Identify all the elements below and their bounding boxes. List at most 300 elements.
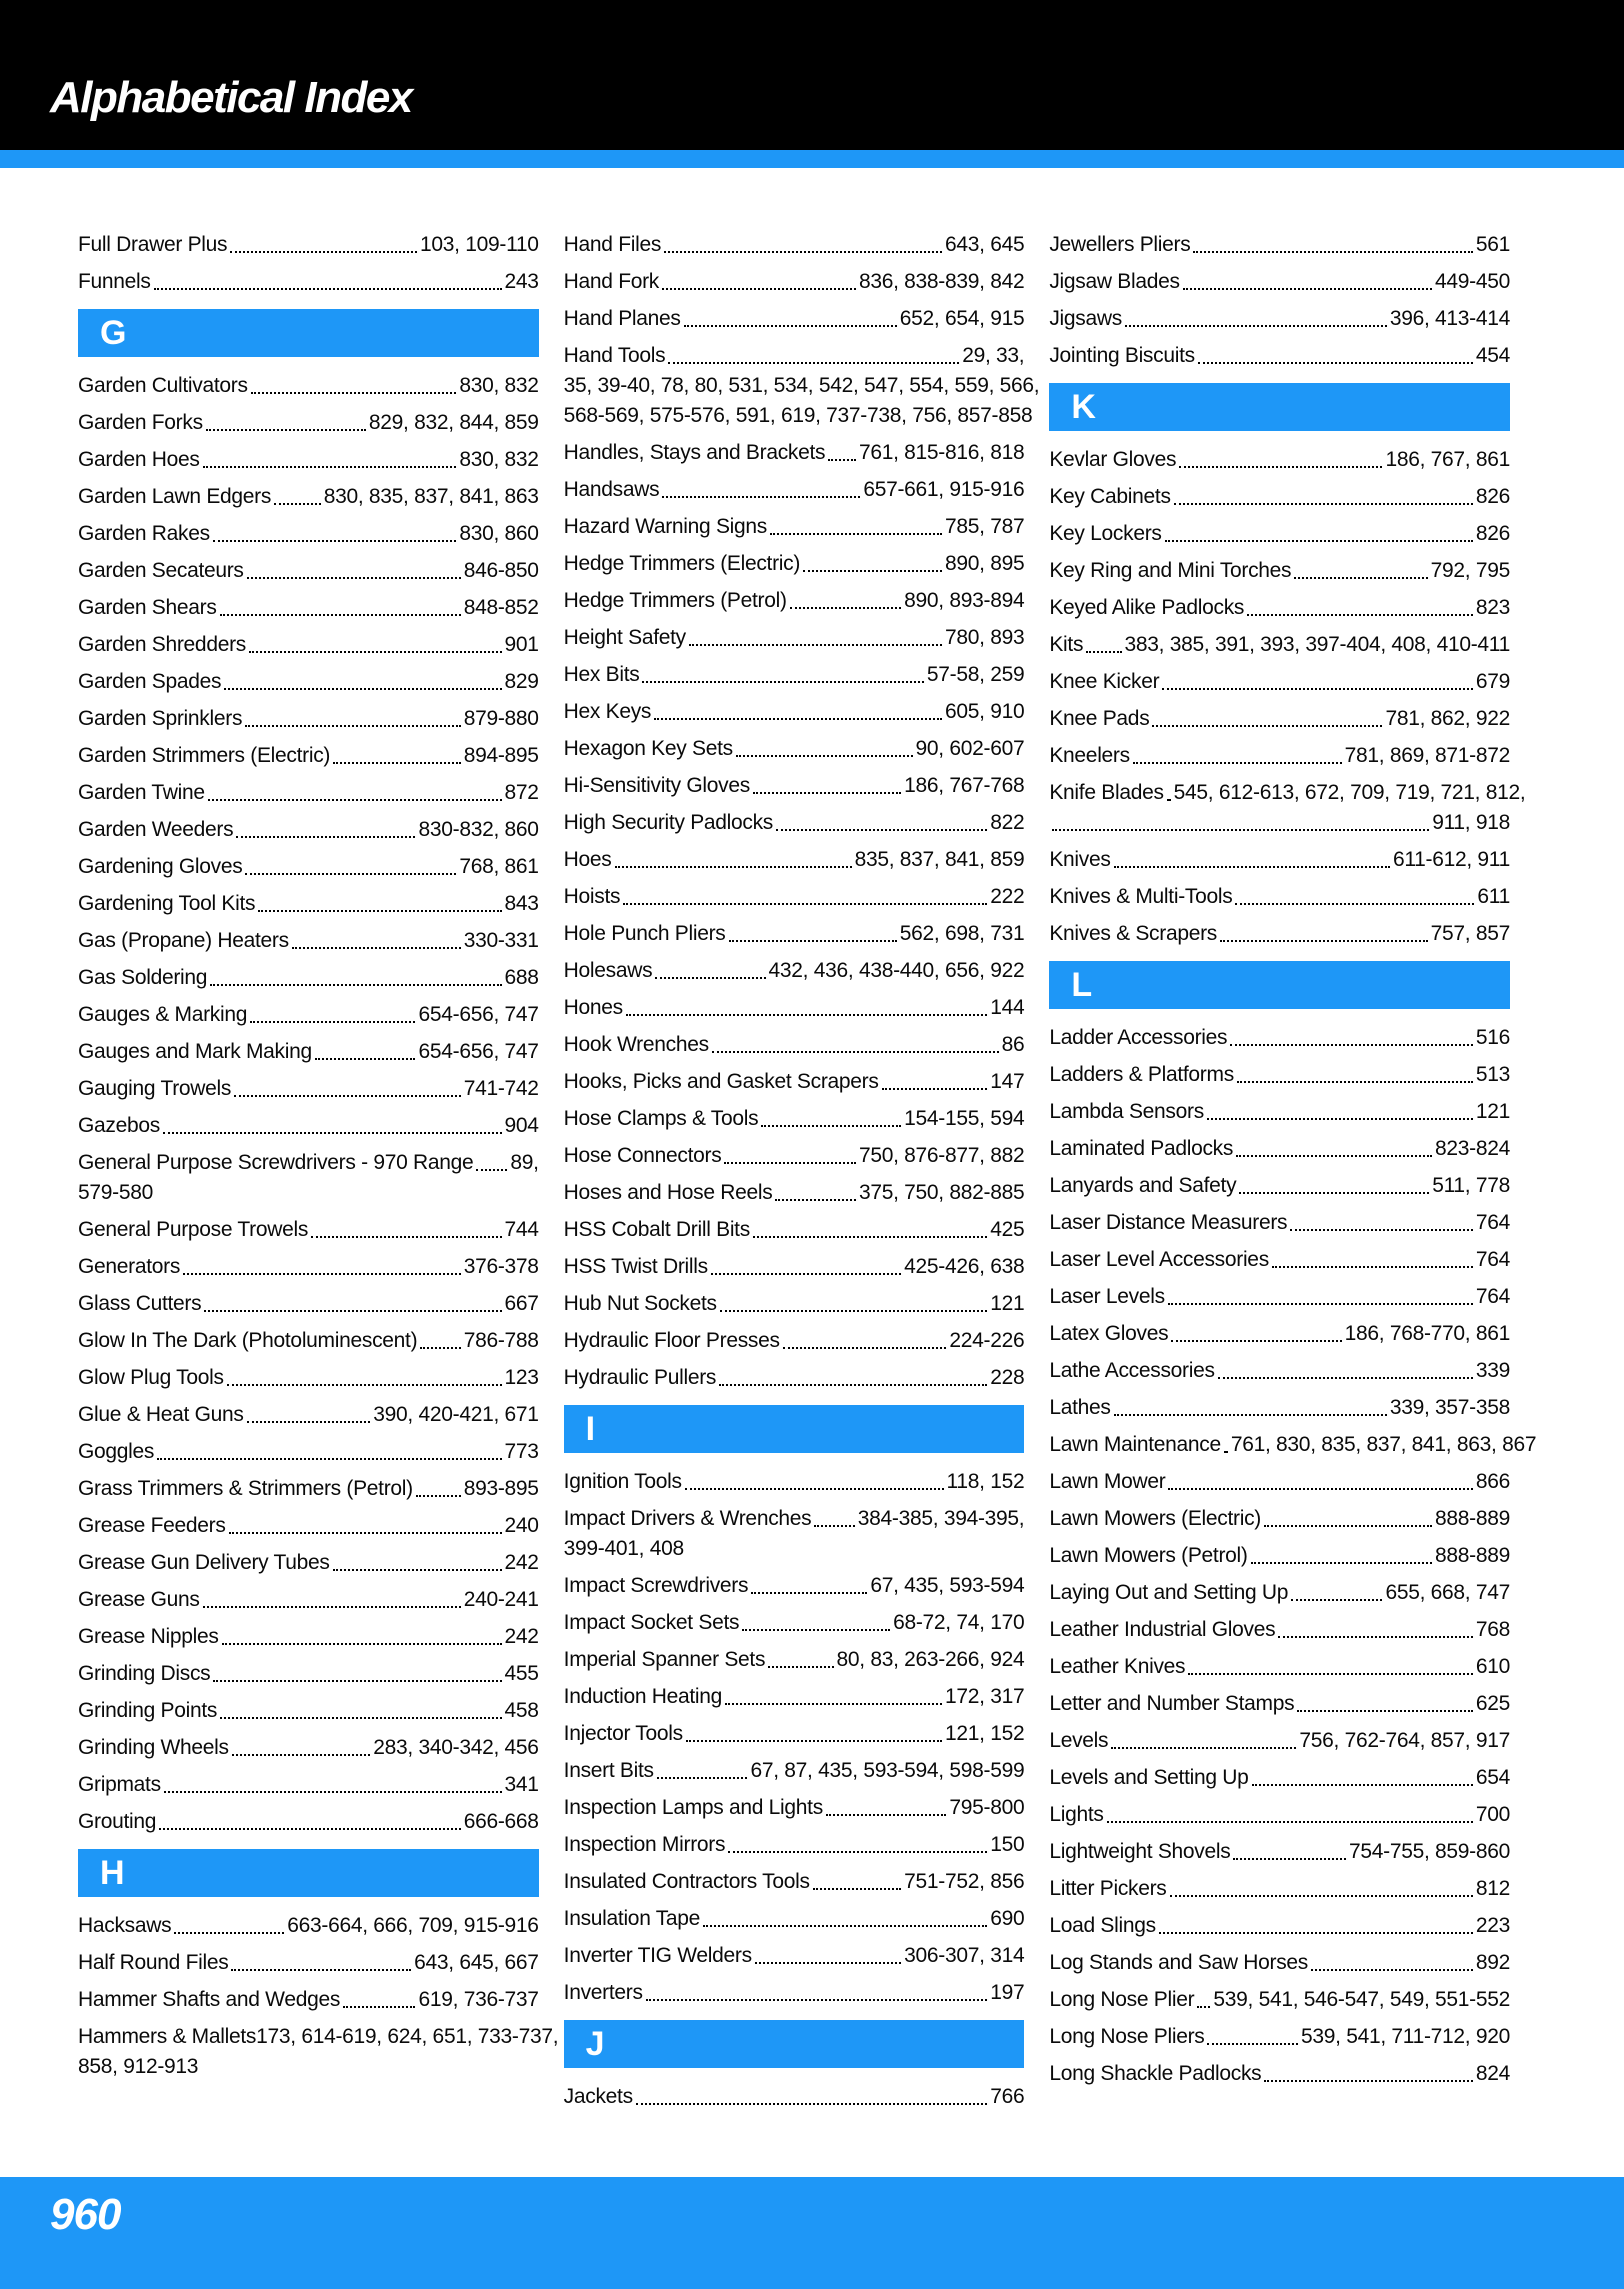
index-entry-line xyxy=(78,1911,539,1941)
entry-label: Lawn Maintenance xyxy=(1049,1433,1221,1456)
index-entry-line xyxy=(78,1585,539,1615)
leader-dots xyxy=(1111,1747,1296,1749)
entry-pages: 679 xyxy=(1475,670,1511,693)
index-entry xyxy=(78,630,539,660)
leader-dots xyxy=(231,1969,411,1971)
entry-pages: 222 xyxy=(990,885,1025,908)
entry-pages: 663-664, 666, 709, 915-916 xyxy=(287,1914,539,1937)
leader-dots xyxy=(664,251,942,253)
index-entry xyxy=(1049,230,1510,260)
index-entry-line xyxy=(1049,304,1510,334)
index-entry-line xyxy=(564,438,1025,468)
leader-dots xyxy=(227,1384,502,1386)
entry-label: Log Stands and Saw Horses xyxy=(1049,1951,1309,1974)
entry-label: Hones xyxy=(563,996,623,1019)
index-entry xyxy=(78,230,539,260)
index-entry-line xyxy=(78,667,539,697)
entry-pages: 242 xyxy=(504,1551,539,1574)
entry-pages: 823 xyxy=(1475,596,1511,619)
index-entry-line xyxy=(564,1571,1025,1601)
entry-pages: 611 xyxy=(1477,885,1511,908)
entry-label: Grouting xyxy=(78,1810,157,1833)
index-entry-line xyxy=(564,1252,1025,1282)
entry-pages: 121 xyxy=(1475,1100,1511,1123)
leader-dots xyxy=(753,1236,987,1238)
index-entry xyxy=(78,1770,539,1800)
entry-pages: 846-850 xyxy=(463,559,539,582)
index-entry-line xyxy=(78,1326,539,1356)
index-entry-line xyxy=(78,371,539,401)
entry-label: Keyed Alike Padlocks xyxy=(1049,596,1245,619)
entry-pages: 57-58, 259 xyxy=(926,663,1025,686)
leader-dots xyxy=(203,466,457,468)
index-entry xyxy=(1049,1430,1537,1460)
index-entry-line xyxy=(1049,1800,1510,1830)
leader-dots xyxy=(1291,1599,1382,1601)
leader-dots xyxy=(164,1791,502,1793)
entry-label: Long Nose Plier xyxy=(1049,1988,1195,2011)
entry-pages: 768 xyxy=(1475,1618,1511,1641)
entry-pages: 67, 87, 435, 593-594, 598-599 xyxy=(750,1759,1025,1782)
leader-dots xyxy=(245,873,456,875)
index-entry xyxy=(1049,1467,1510,1497)
accent-strip xyxy=(0,150,1624,168)
index-entry xyxy=(78,1400,539,1430)
index-entry-line xyxy=(78,519,539,549)
index-entry xyxy=(564,1867,1025,1897)
section-header-J xyxy=(564,2020,1025,2068)
entry-label: Hexagon Key Sets xyxy=(563,737,733,760)
entry-label: Garden Cultivators xyxy=(78,374,248,397)
index-entry-line xyxy=(1049,593,1510,623)
index-entry-line xyxy=(1049,1245,1510,1275)
index-entry xyxy=(564,549,1025,579)
section-letter: K xyxy=(1071,388,1096,426)
index-entry-line xyxy=(78,1289,539,1319)
entry-pages: 339, 357-358 xyxy=(1389,1396,1511,1419)
leader-dots xyxy=(755,1962,901,1964)
leader-dots xyxy=(1174,503,1473,505)
index-entry-line xyxy=(78,230,539,260)
entry-pages: 118, 152 xyxy=(946,1470,1025,1493)
entry-pages: 652, 654, 915 xyxy=(899,307,1025,330)
entry-label: High Security Padlocks xyxy=(563,811,773,834)
entry-label: Glow Plug Tools xyxy=(78,1366,224,1389)
entry-pages: 824 xyxy=(1475,2062,1511,2085)
leader-dots xyxy=(247,1421,371,1423)
leader-dots xyxy=(826,1814,946,1816)
entry-label: Jewellers Pliers xyxy=(1049,233,1191,256)
entry-pages: 283, 340-342, 456 xyxy=(373,1736,539,1759)
leader-dots xyxy=(761,1125,901,1127)
entry-pages: 795-800 xyxy=(949,1796,1025,1819)
leader-dots xyxy=(1264,2080,1473,2082)
index-entry xyxy=(78,371,539,401)
index-entry xyxy=(1049,1763,1510,1793)
leader-dots xyxy=(315,1058,416,1060)
index-entry xyxy=(564,1504,1025,1564)
entry-label: 35, 39-40, 78, 80, 531, 534, 542, 547, 554, 559, 566, xyxy=(563,374,1040,397)
index-entry xyxy=(78,1437,539,1467)
index-entry-line xyxy=(563,401,1033,431)
index-entry xyxy=(1049,304,1510,334)
index-entry-line xyxy=(78,1111,539,1141)
leader-dots xyxy=(333,1569,502,1571)
entry-pages: 766 xyxy=(990,2085,1025,2108)
entry-pages: 240-241 xyxy=(463,1588,539,1611)
entry-label: Garden Secateurs xyxy=(78,559,244,582)
entry-pages: 228 xyxy=(990,1366,1025,1389)
entry-pages: 243 xyxy=(504,270,539,293)
leader-dots xyxy=(768,1666,833,1668)
entry-pages: 173, 614-619, 624, 651, 733-737, xyxy=(256,2025,559,2048)
entry-label: Kits xyxy=(1049,633,1084,656)
index-entry xyxy=(78,445,539,475)
section-header-H xyxy=(78,1849,539,1897)
entry-pages: 761, 815-816, 818 xyxy=(858,441,1025,464)
index-entry-line xyxy=(78,2022,559,2052)
index-column-2 xyxy=(563,230,1040,2119)
index-entry xyxy=(78,1111,539,1141)
entry-pages: 561 xyxy=(1475,233,1511,256)
entry-pages: 89, xyxy=(510,1151,539,1174)
entry-label: Grass Trimmers & Strimmers (Petrol) xyxy=(78,1477,413,1500)
index-entry-line xyxy=(78,741,539,771)
index-entry-line xyxy=(1049,1948,1510,1978)
index-entry-line xyxy=(564,267,1025,297)
index-entry-line xyxy=(78,1000,539,1030)
index-entry-line xyxy=(78,1985,539,2015)
index-entry xyxy=(1049,1504,1510,1534)
index-entry-line xyxy=(564,475,1025,505)
index-entry xyxy=(1049,267,1510,297)
leader-dots xyxy=(775,1199,856,1201)
index-entry xyxy=(1049,1652,1510,1682)
leader-dots xyxy=(1171,1340,1341,1342)
entry-label: Knives xyxy=(1049,848,1111,871)
index-entry xyxy=(564,304,1025,334)
entry-label: Inspection Mirrors xyxy=(563,1833,726,1856)
entry-label: Jackets xyxy=(563,2085,633,2108)
entry-label: HSS Twist Drills xyxy=(563,1255,708,1278)
entry-pages: 830, 835, 837, 841, 863 xyxy=(323,485,539,508)
leader-dots xyxy=(783,1347,947,1349)
index-entry xyxy=(564,623,1025,653)
entry-pages: 121 xyxy=(990,1292,1025,1315)
entry-label: General Purpose Trowels xyxy=(78,1218,309,1241)
index-entry-line xyxy=(564,1793,1025,1823)
leader-dots xyxy=(662,496,860,498)
entry-label: Garden Hoes xyxy=(78,448,200,471)
index-entry-line xyxy=(1049,519,1510,549)
entry-pages: 619, 736-737 xyxy=(418,1988,539,2011)
index-entry xyxy=(564,1363,1025,1393)
leader-dots xyxy=(882,1088,988,1090)
index-entry xyxy=(78,408,539,438)
entry-label: Holesaws xyxy=(563,959,653,982)
index-entry xyxy=(78,1622,539,1652)
entry-label: 399-401, 408 xyxy=(563,1537,684,1560)
index-entry-line xyxy=(1049,1726,1510,1756)
leader-dots xyxy=(751,1592,867,1594)
leader-dots xyxy=(636,2103,987,2105)
index-entry xyxy=(78,1696,539,1726)
entry-label: Gauges & Marking xyxy=(78,1003,248,1026)
index-entry-line xyxy=(564,1326,1025,1356)
entry-pages: 890, 895 xyxy=(944,552,1025,575)
index-entry xyxy=(564,882,1025,912)
index-entry-line xyxy=(564,1645,1025,1675)
entry-label: 568-569, 575-576, 591, 619, 737-738, 756, 857-858 xyxy=(563,404,1033,427)
entry-pages: 172, 317 xyxy=(944,1685,1025,1708)
entry-label: Grinding Discs xyxy=(78,1662,211,1685)
entry-label: Inverter TIG Welders xyxy=(563,1944,752,1967)
leader-dots xyxy=(204,1310,501,1312)
entry-label: Hex Bits xyxy=(563,663,640,686)
index-entry-line xyxy=(1049,482,1510,512)
leader-dots xyxy=(159,1828,461,1830)
index-entry xyxy=(1049,1985,1510,2015)
entry-label: Gazebos xyxy=(78,1114,160,1137)
entry-label: General Purpose Screwdrivers - 970 Range xyxy=(78,1151,474,1174)
index-entry-line xyxy=(78,1548,539,1578)
index-entry-line xyxy=(78,267,539,297)
entry-pages: 654-656, 747 xyxy=(418,1040,539,1063)
leader-dots xyxy=(311,1236,501,1238)
index-entry-line xyxy=(1049,1578,1510,1608)
entry-label: Leather Knives xyxy=(1049,1655,1186,1678)
entry-pages: 432, 436, 438-440, 656, 922 xyxy=(768,959,1025,982)
entry-pages: 786-788 xyxy=(463,1329,539,1352)
entry-pages: 741-742 xyxy=(463,1077,539,1100)
entry-pages: 511, 778 xyxy=(1432,1174,1511,1197)
entry-label: Knee Pads xyxy=(1049,707,1150,730)
index-entry-line xyxy=(1049,2059,1510,2089)
index-column-3 xyxy=(1049,230,1537,2119)
index-entry-line xyxy=(1049,808,1510,838)
leader-dots xyxy=(623,903,987,905)
index-entry-line xyxy=(564,1608,1025,1638)
entry-label: Grease Gun Delivery Tubes xyxy=(78,1551,330,1574)
leader-dots xyxy=(655,977,765,979)
entry-label: Hand Fork xyxy=(563,270,660,293)
leader-dots xyxy=(208,799,502,801)
leader-dots xyxy=(1251,1562,1432,1564)
index-entry-line xyxy=(78,1148,539,1178)
entry-label: Lathe Accessories xyxy=(1049,1359,1215,1382)
entry-pages: 655, 668, 747 xyxy=(1385,1581,1511,1604)
section-header-L xyxy=(1049,961,1510,1009)
entry-label: Garden Lawn Edgers xyxy=(78,485,272,508)
entry-pages: 306-307, 314 xyxy=(904,1944,1025,1967)
index-entry xyxy=(564,1030,1025,1060)
index-entry-line xyxy=(78,445,539,475)
index-entry xyxy=(1049,845,1510,875)
leader-dots xyxy=(236,836,415,838)
entry-pages: 764 xyxy=(1475,1211,1511,1234)
entry-pages: 826 xyxy=(1475,522,1511,545)
entry-label: Funnels xyxy=(78,270,151,293)
leader-dots xyxy=(333,762,461,764)
entry-label: Hi-Sensitivity Gloves xyxy=(563,774,750,797)
entry-pages: 240 xyxy=(504,1514,539,1537)
index-entry-line xyxy=(564,1867,1025,1897)
index-entry-line xyxy=(1049,230,1510,260)
index-entry-line xyxy=(564,1215,1025,1245)
entry-pages: 242 xyxy=(504,1625,539,1648)
entry-label: Insulation Tape xyxy=(563,1907,701,1930)
leader-dots xyxy=(1278,1636,1473,1638)
index-entry-line xyxy=(1049,1319,1510,1349)
entry-pages: 454 xyxy=(1475,344,1511,367)
entry-pages: 826 xyxy=(1475,485,1511,508)
index-entry xyxy=(1049,1837,1510,1867)
leader-dots xyxy=(657,1777,748,1779)
entry-pages: 121, 152 xyxy=(944,1722,1025,1745)
index-entry-line xyxy=(564,1363,1025,1393)
index-entry xyxy=(564,267,1025,297)
entry-label: Inspection Lamps and Lights xyxy=(563,1796,823,1819)
entry-label: Hydraulic Pullers xyxy=(563,1366,717,1389)
entry-label: Laying Out and Setting Up xyxy=(1049,1581,1289,1604)
entry-label: Levels and Setting Up xyxy=(1049,1766,1249,1789)
index-entry xyxy=(564,438,1025,468)
leader-dots xyxy=(813,1888,902,1890)
entry-label: Knee Kicker xyxy=(1049,670,1160,693)
index-entry xyxy=(564,1178,1025,1208)
entry-pages: 154-155, 594 xyxy=(904,1107,1025,1130)
leader-dots xyxy=(729,940,897,942)
index-entry xyxy=(78,741,539,771)
leader-dots xyxy=(642,681,923,683)
entry-label: Hammers & Mallets xyxy=(78,2025,257,2048)
leader-dots xyxy=(1233,1858,1346,1860)
leader-dots xyxy=(1224,1451,1228,1453)
index-entry-line xyxy=(1049,267,1510,297)
index-entry-line xyxy=(78,778,539,808)
leader-dots xyxy=(1188,1673,1473,1675)
leader-dots xyxy=(712,1051,999,1053)
entry-pages: 667 xyxy=(504,1292,539,1315)
index-entry-line xyxy=(1049,1023,1510,1053)
entry-pages: 123 xyxy=(504,1366,539,1389)
entry-pages: 688 xyxy=(504,966,539,989)
index-entry-line xyxy=(1049,882,1510,912)
index-entry xyxy=(1049,341,1510,371)
index-entry-line xyxy=(1049,1208,1510,1238)
index-entry-line xyxy=(78,852,539,882)
entry-label: Insulated Contractors Tools xyxy=(563,1870,810,1893)
leader-dots xyxy=(742,1629,890,1631)
index-entry xyxy=(78,1474,539,1504)
leader-dots xyxy=(251,392,457,394)
entry-pages: 911, 918 xyxy=(1432,811,1511,834)
index-entry xyxy=(1049,1393,1510,1423)
entry-label: Inverters xyxy=(563,1981,643,2004)
leader-dots xyxy=(206,429,366,431)
entry-pages: 390, 420-421, 671 xyxy=(373,1403,539,1426)
entry-pages: 425-426, 638 xyxy=(904,1255,1025,1278)
entry-label: Hydraulic Floor Presses xyxy=(563,1329,780,1352)
entry-label: Grease Feeders xyxy=(78,1514,226,1537)
leader-dots xyxy=(770,533,942,535)
index-entry xyxy=(564,697,1025,727)
index-entry-line xyxy=(1049,1911,1510,1941)
index-entry xyxy=(1049,2059,1510,2089)
index-entry-line xyxy=(78,704,539,734)
entry-label: Garden Strimmers (Electric) xyxy=(78,744,331,767)
entry-pages: 823-824 xyxy=(1435,1137,1511,1160)
entry-pages: 836, 838-839, 842 xyxy=(858,270,1025,293)
entry-label: Hedge Trimmers (Electric) xyxy=(563,552,801,575)
index-entry xyxy=(1049,1356,1510,1386)
index-entry xyxy=(78,556,539,586)
index-entry xyxy=(78,1037,539,1067)
leader-dots xyxy=(1114,866,1390,868)
index-entry-line xyxy=(563,371,1040,401)
entry-pages: 545, 612-613, 672, 709, 719, 721, 812, xyxy=(1173,781,1526,804)
index-column-1 xyxy=(78,230,559,2119)
index-entry-line xyxy=(78,1252,539,1282)
leader-dots xyxy=(1198,362,1473,364)
index-entry-line xyxy=(78,1733,539,1763)
index-entry-line xyxy=(78,1770,539,1800)
index-entry-line xyxy=(78,1622,539,1652)
entry-pages: 425 xyxy=(990,1218,1025,1241)
leader-dots xyxy=(686,1740,942,1742)
leader-dots xyxy=(662,288,856,290)
entry-label: Goggles xyxy=(78,1440,155,1463)
entry-label: Hole Punch Pliers xyxy=(563,922,726,945)
entry-pages: 383, 385, 391, 393, 397-404, 408, 410-411 xyxy=(1124,633,1511,656)
entry-pages: 785, 787 xyxy=(944,515,1025,538)
index-entry xyxy=(78,1733,539,1763)
leader-dots xyxy=(1230,1044,1473,1046)
index-entry xyxy=(564,1215,1025,1245)
entry-label: Hose Clamps & Tools xyxy=(563,1107,759,1130)
entry-pages: 780, 893 xyxy=(944,626,1025,649)
entry-label: Hacksaws xyxy=(78,1914,172,1937)
leader-dots xyxy=(728,1851,987,1853)
entry-label: Hoes xyxy=(563,848,612,871)
entry-label: Gripmats xyxy=(78,1773,161,1796)
entry-pages: 830-832, 860 xyxy=(418,818,539,841)
entry-label: Knives & Multi-Tools xyxy=(1049,885,1233,908)
index-entry-line xyxy=(78,1474,539,1504)
index-entry-line xyxy=(564,586,1025,616)
index-entry-line xyxy=(78,1037,539,1067)
entry-pages: 197 xyxy=(990,1981,1025,2004)
entry-pages: 843 xyxy=(504,892,539,915)
entry-label: Lightweight Shovels xyxy=(1049,1840,1231,1863)
index-entry xyxy=(564,808,1025,838)
entry-label: Knives & Scrapers xyxy=(1049,922,1217,945)
index-entry xyxy=(78,1548,539,1578)
entry-label: Lawn Mowers (Petrol) xyxy=(1049,1544,1248,1567)
entry-label: Lambda Sensors xyxy=(1049,1100,1204,1123)
entry-label: Generators xyxy=(78,1255,181,1278)
leader-dots xyxy=(476,1169,507,1171)
entry-pages: 103, 109-110 xyxy=(420,233,539,256)
index-entry-line xyxy=(1049,1060,1510,1090)
entry-label: Kevlar Gloves xyxy=(1049,448,1177,471)
leader-dots xyxy=(646,1999,988,2001)
entry-label: Imperial Spanner Sets xyxy=(563,1648,766,1671)
entry-pages: 657-661, 915-916 xyxy=(863,478,1025,501)
entry-pages: 879-880 xyxy=(463,707,539,730)
entry-pages: 625 xyxy=(1475,1692,1511,1715)
section-letter: L xyxy=(1071,966,1093,1004)
